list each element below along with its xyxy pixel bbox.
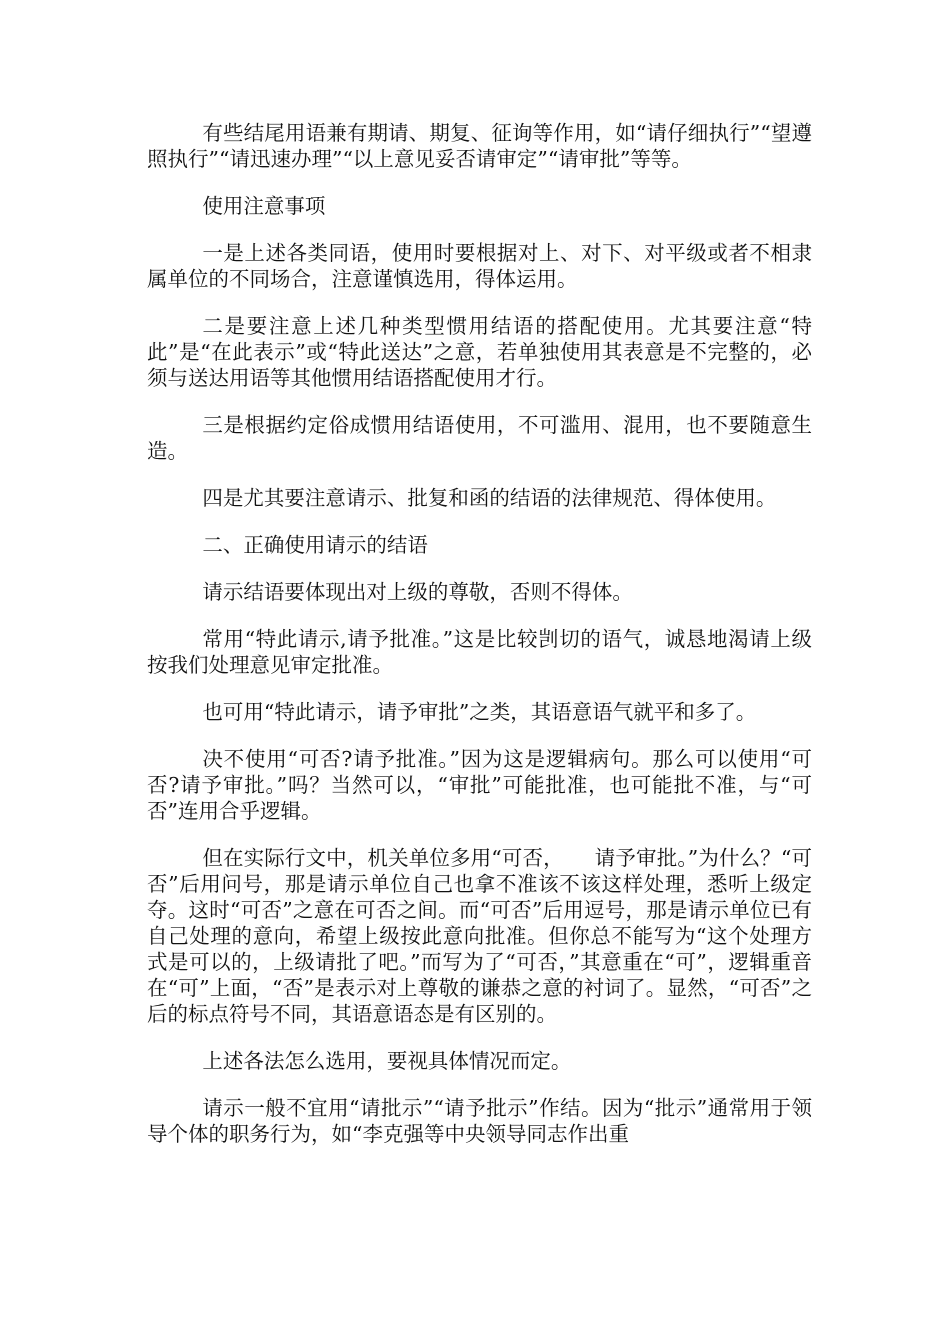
paragraph-note-four: 四是尤其要注意请示、批复和函的结语的法律规范、得体使用。 (202, 486, 777, 510)
paragraph-note-two: 二是要注意上述几种类型惯用结语的搭配使用。尤其要注意“特此”是“在此表示”或“特此送达”之意，若单独使用其表意是不完整的，必须与送达用语等其他惯用结语搭配使用才行。 (147, 314, 812, 390)
paragraph-note-one: 一是上述各类同语，使用时要根据对上、对下、对平级或者不相隶属单位的不同场合，注意谨慎选用，得体运用。 (147, 241, 812, 291)
paragraph-never-use: 决不使用“可否?请予批准。”因为这是逻辑病句。那么可以使用“可否?请予审批。”吗？当然可以，“审批”可能批准，也可能批不准，与“可否”连用合乎逻辑。 (147, 747, 812, 823)
heading-usage-notes: 使用注意事项 (202, 194, 326, 218)
paragraph-note-three: 三是根据约定俗成惯用结语使用，不可滥用、混用，也不要随意生造。 (147, 413, 812, 463)
paragraph-avoid-instruction: 请示一般不宜用“请批示”“请予批示”作结。因为“批示”通常用于领导个体的职务行为，如“李克强等中央领导同志作出重 (147, 1096, 812, 1146)
paragraph-choose-method: 上述各法怎么选用，要视具体情况而定。 (202, 1049, 572, 1073)
document-body (147, 120, 812, 1168)
paragraph-respect: 请示结语要体现出对上级的尊敬，否则不得体。 (202, 580, 633, 604)
paragraph-practice: 但在实际行文中，机关单位多用“可否， 请予审批。”为什么？“可否”后用问号，那是请示单位自己也拿不准该不该这样处理，悉听上级定夺。这时“可否”之意在可否之间。而“可否”后用逗号，那是请示单位已有自己处理的意向，希望上级按此意向批准。但你总不能写为“这个处理方式是可以的，上级请批了吧。”而写为了“可否，”其意重在“可”，逻辑重音在“可”上面，“否”是表示对上尊敬的谦恭之意的衬词了。显然，“可否”之后的标点符号不同，其语意语态是有区别的。 (147, 846, 812, 1026)
paragraph-closing-phrases: 有些结尾用语兼有期请、期复、征询等作用，如“请仔细执行”“望遵照执行”“请迅速办理”“以上意见妥否请审定”“请审批”等等。 (147, 121, 812, 171)
heading-request-closings: 二、正确使用请示的结语 (202, 533, 428, 557)
paragraph-alternative-usage: 也可用“特此请示，请予审批”之类，其语意语气就平和多了。 (202, 700, 757, 724)
paragraph-common-usage: 常用“特此请示,请予批准。”这是比较剀切的语气，诚恳地渴请上级按我们处理意见审定批准。 (147, 627, 812, 677)
